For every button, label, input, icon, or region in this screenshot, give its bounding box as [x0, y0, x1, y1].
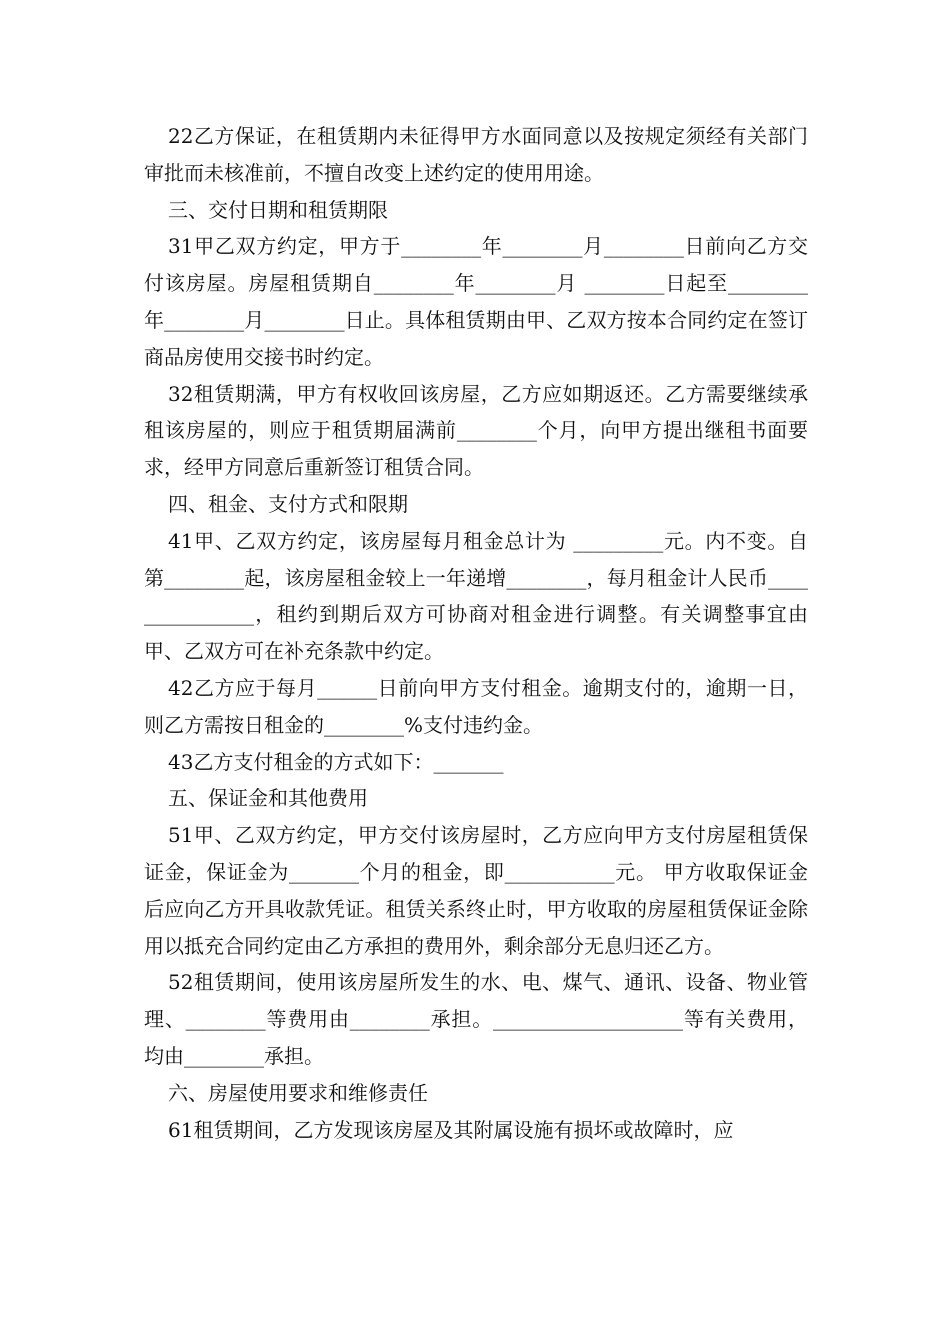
clause-4-3: 43乙方支付租金的方式如下：_______: [168, 749, 504, 774]
section-heading-4: 四、租金、支付方式和限期: [168, 491, 408, 516]
clause-6-1: 61租赁期间，乙方发现该房屋及其附属设施有损坏或故障时，应: [168, 1117, 734, 1142]
section-heading-5: 五、保证金和其他费用: [168, 786, 368, 811]
section-heading-6: 六、房屋使用要求和维修责任: [168, 1080, 428, 1105]
clause-2-2: 22乙方保证，在租赁期内未征得甲方水面同意以及按规定须经有关部门审批而未核准前，不擅自改变上述约定的使用用途。: [144, 124, 808, 185]
clause-4-2: 42乙方应于每月______日前向甲方支付租金。逾期支付的，逾期一日，则乙方需按日租金的________%支付违约金。: [144, 675, 808, 737]
clause-3-2: 32租赁期满，甲方有权收回该房屋，乙方应如期返还。乙方需要继续承租该房屋的，则应于租赁期届满前________个月，向甲方提出继租书面要求，经甲方同意后重新签订租赁合同。: [144, 381, 808, 480]
clause-3-1: 31甲乙双方约定，甲方于________年________月________日前向乙方交付该房屋。房屋租赁期自________年________月 ________日起至________年________月________日止。具体租赁期由甲、乙双方按本合同约定在签订商品房使用交接书时约定。: [144, 234, 808, 369]
clause-5-1: 51甲、乙双方约定，甲方交付该房屋时，乙方应向甲方支付房屋租赁保证金，保证金为_______个月的租金，即___________元。 甲方收取保证金后应向乙方开具收款凭证。租赁关系终止时，甲方收取的房屋租赁保证金除用以抵充合同约定由乙方承担的费用外，剩余部分无息归还乙方。: [144, 823, 808, 958]
clause-5-2: 52租赁期间，使用该房屋所发生的水、电、煤气、通讯、设备、物业管理、________等费用由________承担。___________________等有关费用，均由________承担。: [144, 970, 808, 1068]
clause-4-1: 41甲、乙双方约定，该房屋每月租金总计为 _________元。内不变。自第________起，该房屋租金较上一年递增________，每月租金计人民币_______________，租约到期后双方可协商对租金进行调整。有关调整事宜由甲、乙双方可在补充条款中约定。: [144, 528, 808, 664]
contract-body: [144, 118, 808, 1148]
section-heading-3: 三、交付日期和租赁期限: [168, 197, 388, 222]
